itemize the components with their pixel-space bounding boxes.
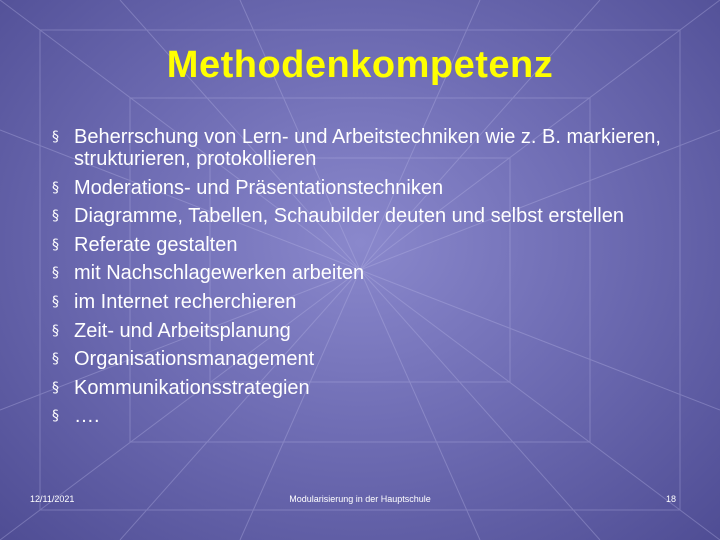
bullet-icon: § [52,408,59,425]
bullet-text: …. [74,405,100,428]
bullet-icon: § [52,265,59,282]
bullet-text: Zeit- und Arbeitsplanung [74,319,291,342]
bullet-text: mit Nachschlagewerken arbeiten [74,262,365,285]
bullet-item [52,377,692,399]
bullet-icon: § [52,322,59,339]
bullet-item [52,177,692,199]
bullet-item [52,126,692,170]
bullet-item [52,320,692,342]
bullet-text: Referate gestalten [74,233,238,256]
bullet-item [52,291,692,313]
bullet-item [52,405,692,427]
footer-center-text: Modularisierung in der Hauptschule [289,494,431,504]
bullet-item [52,348,692,370]
bullet-item [52,205,692,227]
bullet-icon: § [52,293,59,310]
footer-date: 12/11/2021 [30,494,75,504]
bullet-icon: § [52,351,59,368]
bullet-text: Organisationsmanagement [74,348,315,371]
bullet-icon: § [52,179,59,196]
bullet-text: im Internet recherchieren [74,290,297,313]
bullet-item [52,262,692,284]
bullet-item [52,234,692,256]
slide-title: Methodenkompetenz [166,44,554,86]
bullet-icon: § [52,236,59,253]
bullet-text: Moderations- und Präsentationstechniken [74,176,444,199]
bullet-icon: § [52,208,59,225]
bullet-text: Kommunikationsstrategien [74,376,310,399]
bullet-list [52,126,692,434]
bullet-text: Diagramme, Tabellen, Schaubilder deuten und selbst erstellen [74,205,624,228]
footer-page-number: 18 [665,494,676,504]
bullet-icon: § [52,129,59,145]
bullet-icon: § [52,379,59,396]
bullet-text: Beherrschung von Lern- und Arbeitstechniken wie z. B. markieren, strukturieren, protokollieren [74,126,661,170]
